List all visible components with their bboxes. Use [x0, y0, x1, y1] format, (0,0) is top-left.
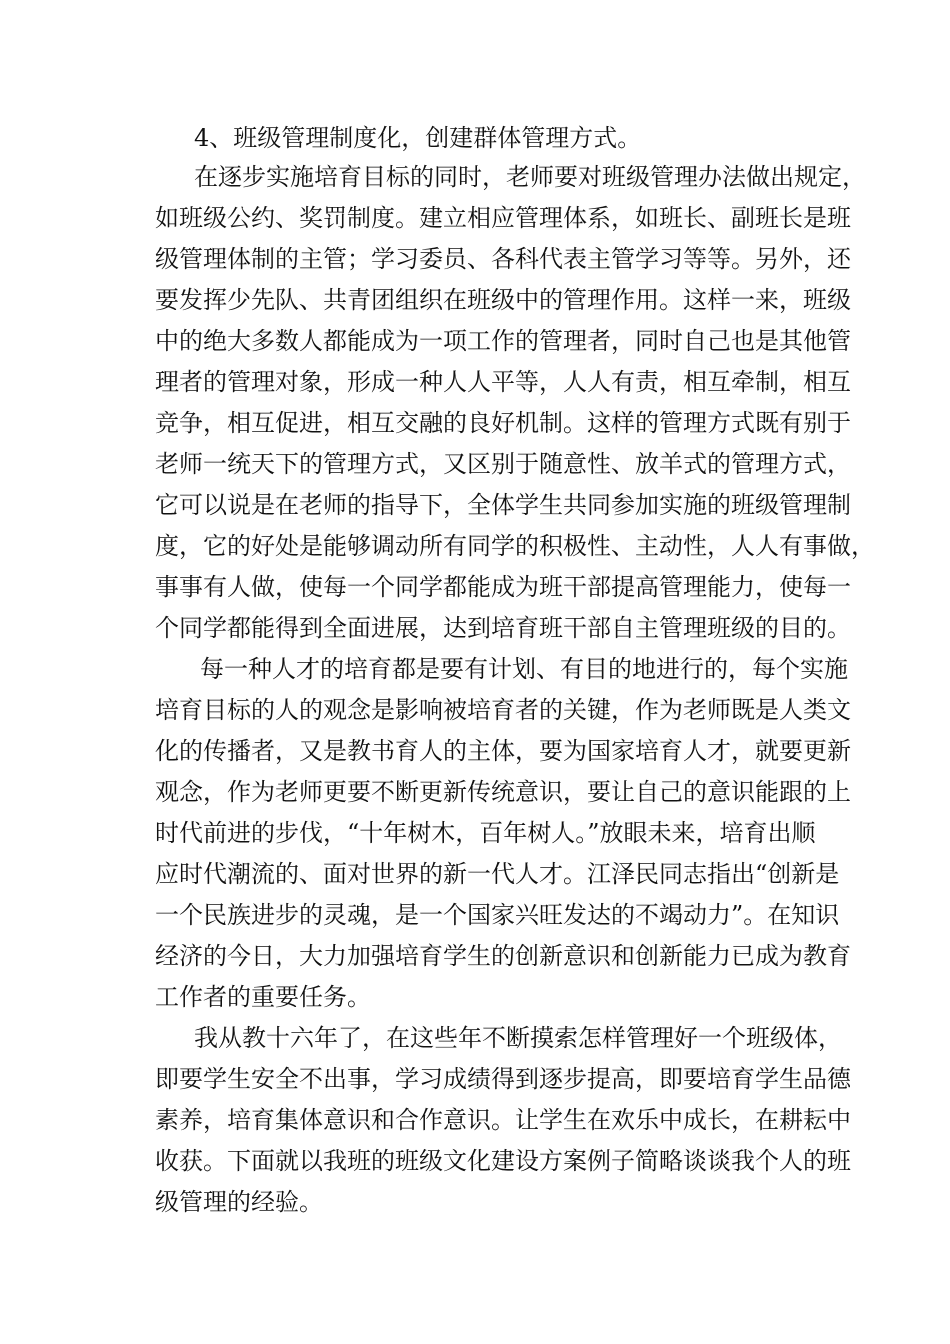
paragraph-1-line-4: 要发挥少先队、共青团组织在班级中的管理作用。这样一来，班级	[155, 286, 851, 314]
paragraph-3-line-3: 素养，培育集体意识和合作意识。让学生在欢乐中成长，在耕耘中	[155, 1106, 851, 1134]
paragraph-1-line-9: 它可以说是在老师的指导下，全体学生共同参加实施的班级管理制	[155, 491, 851, 519]
paragraph-1-line-1: 在逐步实施培育目标的同时，老师要对班级管理办法做出规定，	[194, 163, 866, 191]
paragraph-2-line-8: 经济的今日，大力加强培育学生的创新意识和创新能力已成为教育	[155, 942, 851, 970]
paragraph-2-line-3: 化的传播者，又是教书育人的主体，要为国家培育人才，就要更新	[155, 737, 851, 765]
paragraph-3-line-4: 收获。下面就以我班的班级文化建设方案例子简略谈谈我个人的班	[155, 1147, 851, 1175]
paragraph-1-line-8: 老师一统天下的管理方式，又区别于随意性、放羊式的管理方式，	[155, 450, 851, 478]
paragraph-1-line-12: 个同学都能得到全面进展，达到培育班干部自主管理班级的目的。	[155, 614, 851, 642]
paragraph-2-line-7: 一个民族进步的灵魂，是一个国家兴旺发达的不竭动力”。在知识	[155, 901, 840, 929]
paragraph-1-line-6: 理者的管理对象，形成一种人人平等，人人有责，相互牵制，相互	[155, 368, 851, 396]
paragraph-2-line-5: 时代前进的步伐，“十年树木，百年树人。”放眼未来，培育出顺	[155, 819, 816, 847]
paragraph-2-line-6: 应时代潮流的、面对世界的新一代人才。江泽民同志指出“创新是	[155, 860, 840, 888]
paragraph-1-line-11: 事事有人做，使每一个同学都能成为班干部提高管理能力，使每一	[155, 573, 851, 601]
paragraph-2-line-1: 每一种人才的培育都是要有计划、有目的地进行的，每个实施	[200, 655, 848, 683]
paragraph-2-line-9: 工作者的重要任务。	[155, 983, 371, 1011]
paragraph-1-line-10: 度，它的好处是能够调动所有同学的积极性、主动性，人人有事做，	[155, 532, 875, 560]
paragraph-2-line-2: 培育目标的人的观念是影响被培育者的关键，作为老师既是人类文	[155, 696, 851, 724]
paragraph-1-line-3: 级管理体制的主管；学习委员、各科代表主管学习等等。另外，还	[155, 245, 851, 273]
section-heading: 4、班级管理制度化，创建群体管理方式。	[194, 124, 642, 152]
paragraph-3-line-2: 即要学生安全不出事，学习成绩得到逐步提高，即要培育学生品德	[155, 1065, 851, 1093]
paragraph-1-line-5: 中的绝大多数人都能成为一项工作的管理者，同时自己也是其他管	[155, 327, 851, 355]
paragraph-3-line-5: 级管理的经验。	[155, 1188, 323, 1216]
paragraph-1-line-2: 如班级公约、奖罚制度。建立相应管理体系，如班长、副班长是班	[155, 204, 851, 232]
paragraph-3-line-1: 我从教十六年了，在这些年不断摸索怎样管理好一个班级体，	[194, 1024, 842, 1052]
paragraph-1-line-7: 竞争，相互促进，相互交融的良好机制。这样的管理方式既有别于	[155, 409, 851, 437]
paragraph-2-line-4: 观念，作为老师更要不断更新传统意识，要让自己的意识能跟的上	[155, 778, 851, 806]
